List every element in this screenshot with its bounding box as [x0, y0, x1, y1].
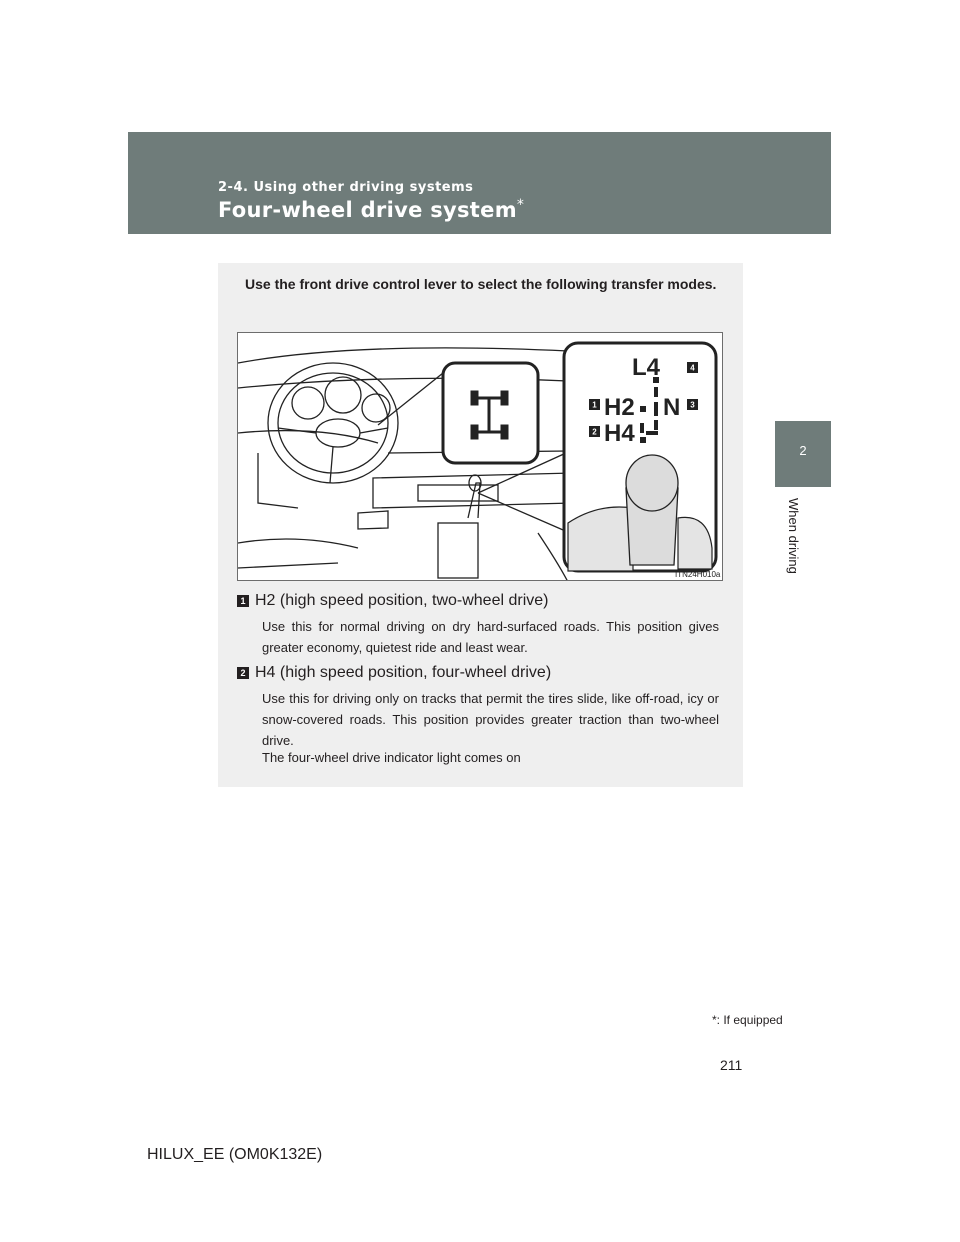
intro-text: Use the front drive control lever to select the following transfer modes. [245, 276, 717, 292]
item-heading-h2 [237, 592, 548, 610]
position-label-n: N [663, 394, 681, 421]
position-label-h2: H2 [604, 394, 635, 421]
footnote [712, 1013, 783, 1027]
item-body-h2: Use this for normal driving on dry hard-surfaced roads. This position gives greater economy, quietest ride and least wear. [262, 619, 719, 655]
item-marker-2: 2 [237, 667, 249, 679]
figure-code: ITN24H010a [675, 570, 721, 579]
dashboard-illustration [237, 332, 723, 581]
item-marker-1: 1 [237, 595, 249, 607]
footnote-mark: * [712, 1013, 717, 1027]
marker-4: 4 [690, 363, 695, 373]
chapter-number: 2 [799, 443, 807, 458]
chapter-tab[interactable] [775, 421, 831, 487]
position-label-l4: L4 [632, 354, 661, 381]
section-label: 2-4. Using other driving systems [218, 180, 474, 195]
marker-1: 1 [592, 400, 597, 410]
chapter-label: When driving [786, 498, 801, 574]
title-mark: * [516, 197, 525, 213]
marker-2: 2 [592, 427, 597, 437]
item-heading-h2-text: H2 (high speed position, two-wheel drive) [255, 592, 549, 609]
page-number: 211 [720, 1057, 743, 1073]
item-body-h4: Use this for driving only on tracks that permit the tires slide, like off-road, icy or snow-covered roads. This position provides greater traction than two-wheel drive. [262, 691, 719, 748]
document-id: HILUX_EE (OM0K132E) [147, 1146, 323, 1163]
page-title [218, 197, 524, 222]
item-heading-h4-text: H4 (high speed position, four-wheel drive) [255, 664, 552, 681]
position-label-h4: H4 [604, 420, 635, 447]
page-title-text: Four-wheel drive system [218, 198, 517, 222]
footnote-text: : If equipped [716, 1013, 783, 1027]
indicator-note: The four-wheel drive indicator light comes on [262, 750, 521, 765]
item-heading-h4 [237, 664, 551, 682]
marker-3: 3 [690, 400, 695, 410]
